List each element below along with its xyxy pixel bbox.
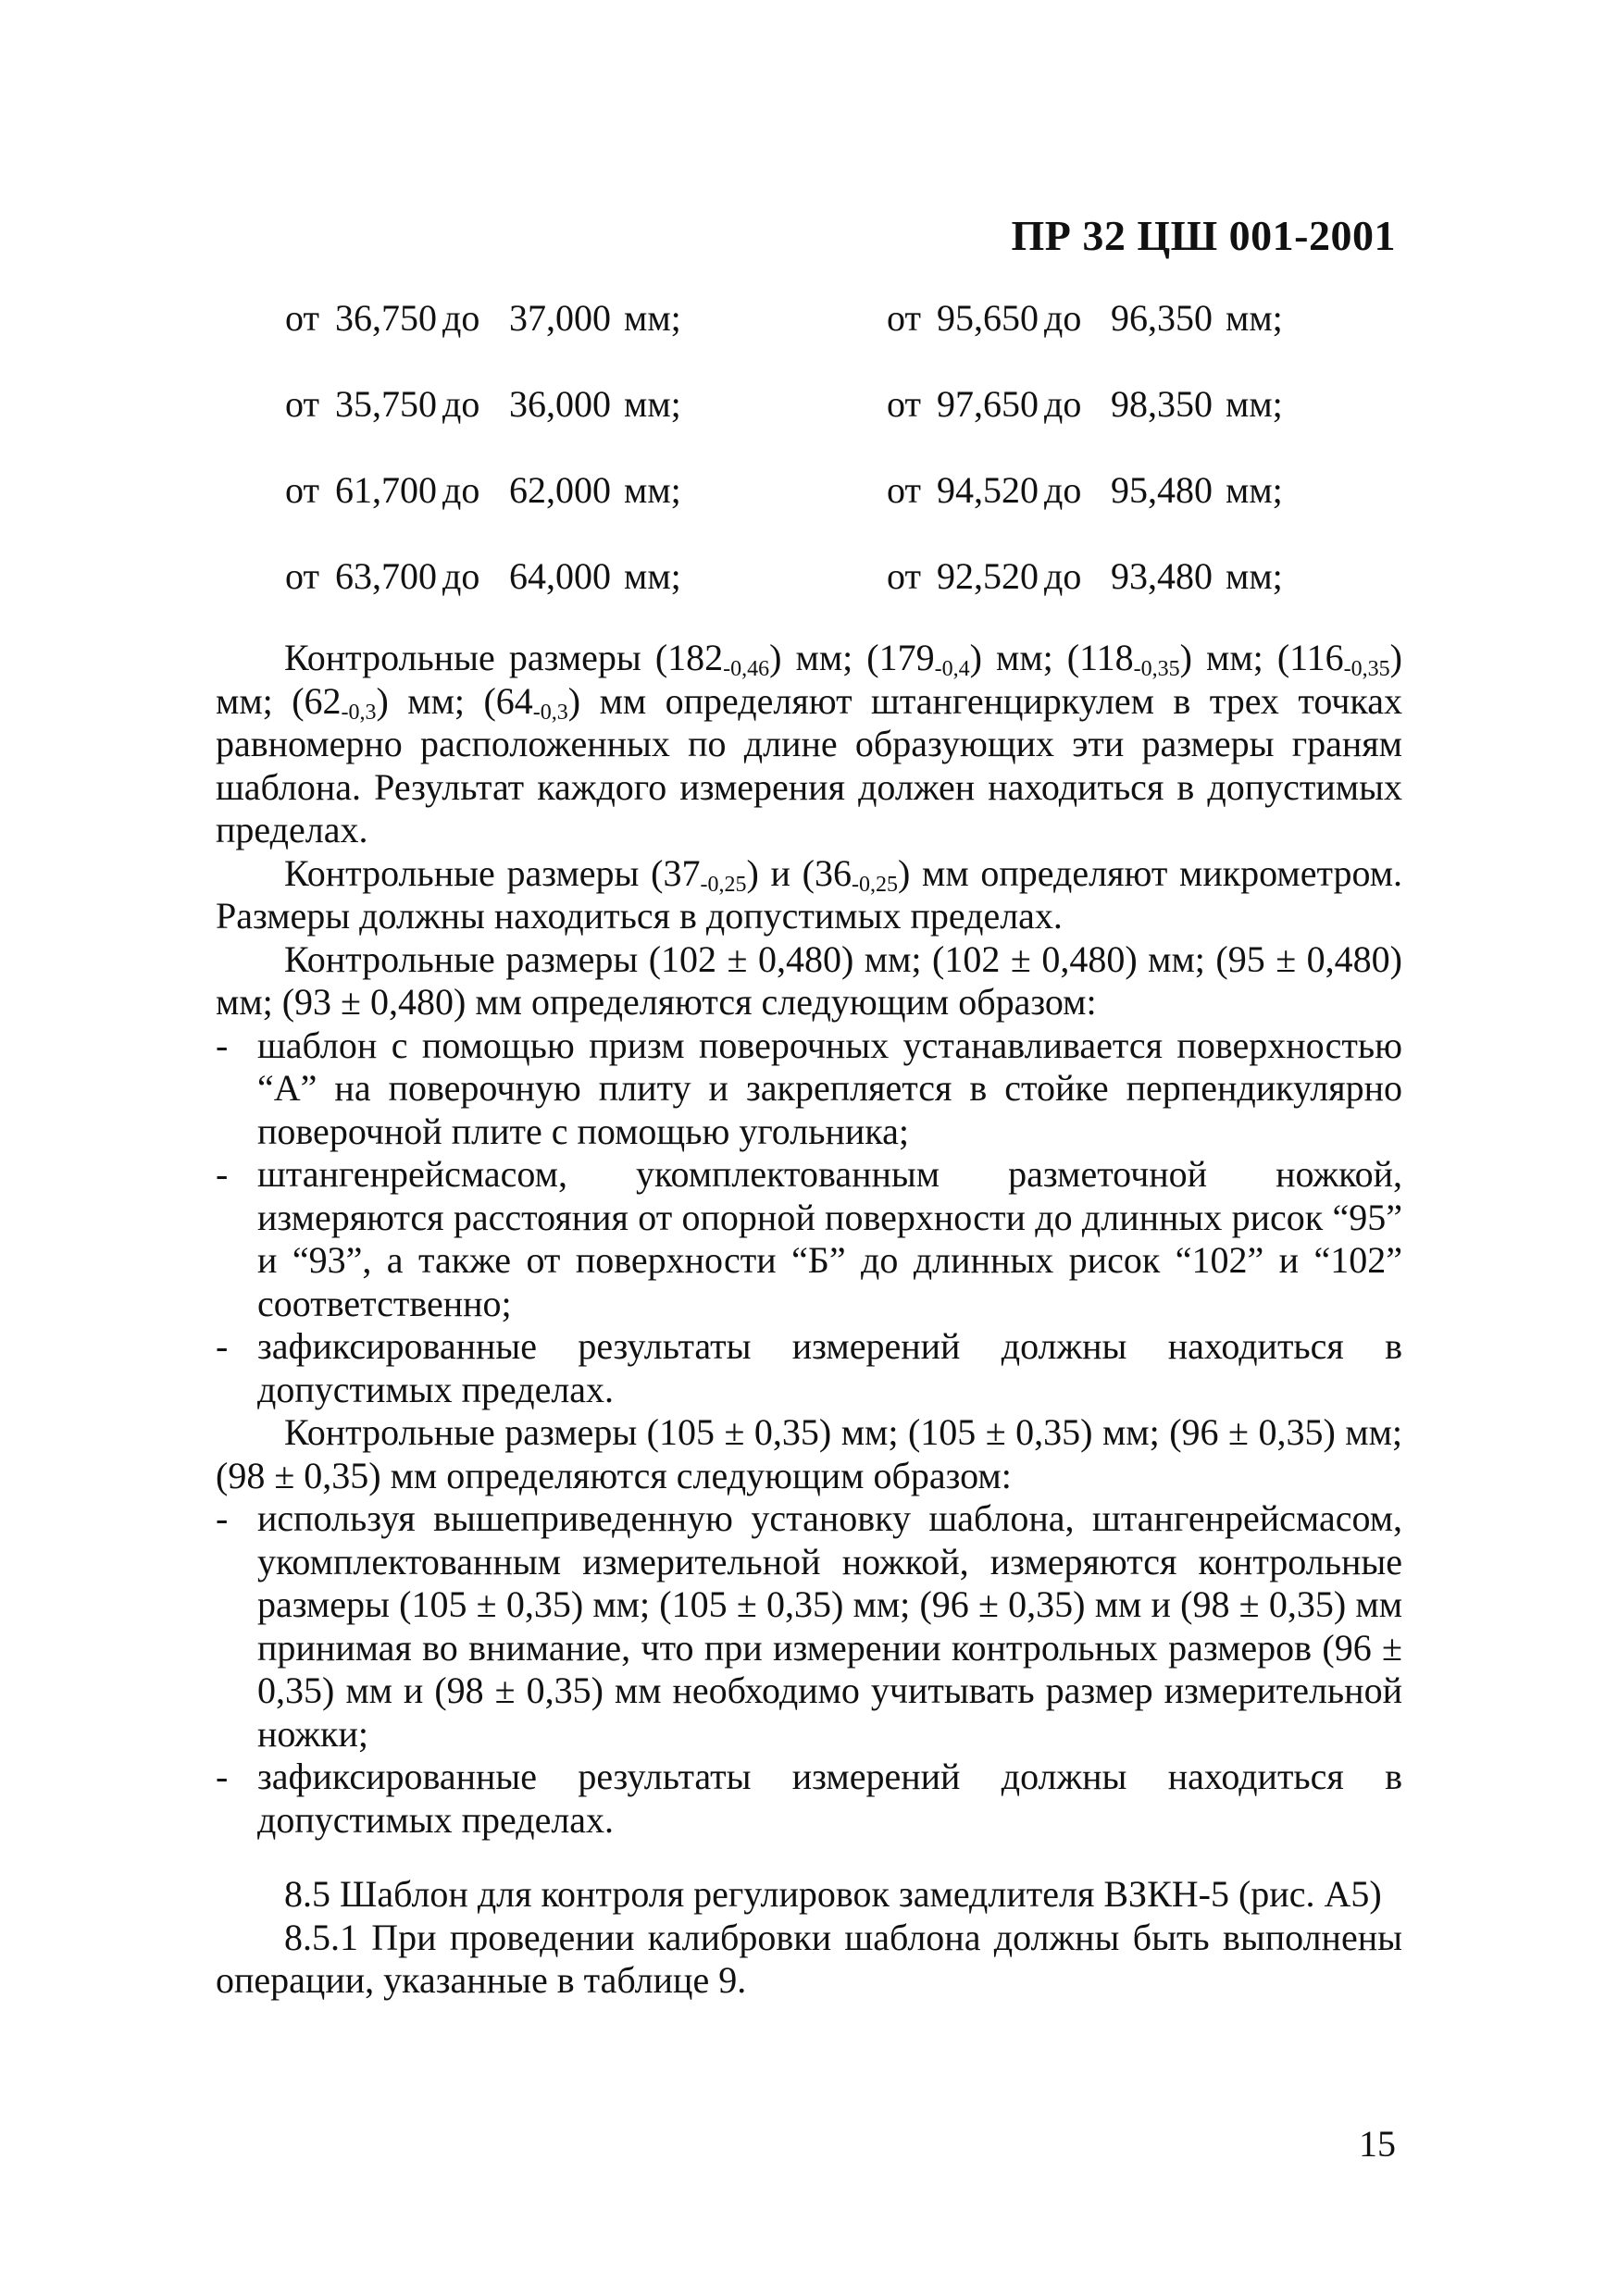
size-ranges xyxy=(285,294,1405,601)
range-item: от 92,520 до 93,480 мм; xyxy=(887,555,1283,597)
range-item: от 94,520 до 95,480 мм; xyxy=(887,469,1283,511)
paragraph-micrometer-dimensions: Контрольные размеры $(37_{-0,25})$ и $(36_{-0,25})$ мм определяют микрометром. Размеры должны находиться в допустимых пределах. xyxy=(216,851,1403,937)
section-spacer xyxy=(216,1842,1402,1873)
measurement-steps-list xyxy=(216,1024,1402,1412)
measurement-steps-list-2 xyxy=(216,1497,1402,1842)
list-marker: - xyxy=(216,1024,229,1066)
range-item: от 61,700 до 62,000 мм; xyxy=(285,469,681,511)
range-item: от 97,650 до 98,350 мм; xyxy=(887,383,1283,425)
range-item: от 95,650 до 96,350 мм; xyxy=(887,297,1283,339)
paragraph-calibration-operations: 8.5.1 При проведении калибровки шаблона должны быть выполнены операции, указанные в таблице 9. xyxy=(216,1916,1402,2001)
section-heading: 8.5 Шаблон для контроля регулировок замедлителя ВЗКН-5 (рис. А5) xyxy=(284,1873,1382,1915)
range-item: от 36,750 до 37,000 мм; xyxy=(285,297,681,339)
list-marker: - xyxy=(216,1325,229,1367)
list-item: - штангенрейсмасом, укомплектованным разметочной ножкой, измеряются расстояния от опорной поверхности до длинных рисок “95” и “93”, а также от поверхности “Б” до длинных рисок “102” и “102” соответственно; xyxy=(216,1153,1402,1324)
paragraph-caliper-dimensions: Контрольные размеры $(182_{-0,46})$ мм; $(179_{-0,4})$ мм; $(118_{-0,35})$ мм; $(116_{-0,35})$ мм; $(62_{-0,3})$ мм; $(64_{-0,3})$ мм определяют штангенциркулем в трех точках равномерно расположенных по длине образующих эти размеры граням шаблона. Результат каждого измерения должен находиться в допустимых пределах. xyxy=(216,637,1402,850)
document-code: ПР 32 ЦШ 001-2001 xyxy=(1011,212,1396,259)
list-item: - используя вышеприведенную установку шаблона, штангенрейсмасом, укомплектованным измерительной ножкой, измеряются контрольные размеры (105 ± 0,35) мм; (105 ± 0,35) мм; (96 ± 0,35) мм и (98 ± 0,35) мм принимая во внимание, что при измерении контрольных размеров (96 ± 0,35) мм и (98 ± 0,35) мм необходимо учитывать размер измерительной ножки; xyxy=(216,1497,1402,1755)
list-marker: - xyxy=(216,1153,229,1195)
list-item: - зафиксированные результаты измерений должны находиться в допустимых пределах. xyxy=(216,1756,1402,1841)
list-marker: - xyxy=(216,1756,229,1797)
list-marker: - xyxy=(216,1497,229,1539)
paragraph-height-gauge-dimensions: Контрольные размеры (102 ± 0,480) мм; (102 ± 0,480) мм; (95 ± 0,480) мм; (93 ± 0,480) мм определяются следующим образом: xyxy=(216,937,1402,1023)
range-item: от 35,750 до 36,000 мм; xyxy=(285,383,681,425)
list-item: - зафиксированные результаты измерений должны находиться в допустимых пределах. xyxy=(216,1325,1402,1410)
paragraph-measuring-leg-dimensions: Контрольные размеры (105 ± 0,35) мм; (105 ± 0,35) мм; (96 ± 0,35) мм; (98 ± 0,35) мм определяются следующим образом: xyxy=(216,1411,1402,1496)
page-number: 15 xyxy=(1359,2123,1396,2165)
range-item: от 63,700 до 64,000 мм; xyxy=(285,555,681,597)
list-item: - шаблон с помощью призм поверочных устанавливается поверхностью “А” на поверочную плиту и закрепляется в стойке перпендикулярно поверочной плите с помощью угольника; xyxy=(216,1024,1402,1152)
document-body xyxy=(216,637,1402,2003)
